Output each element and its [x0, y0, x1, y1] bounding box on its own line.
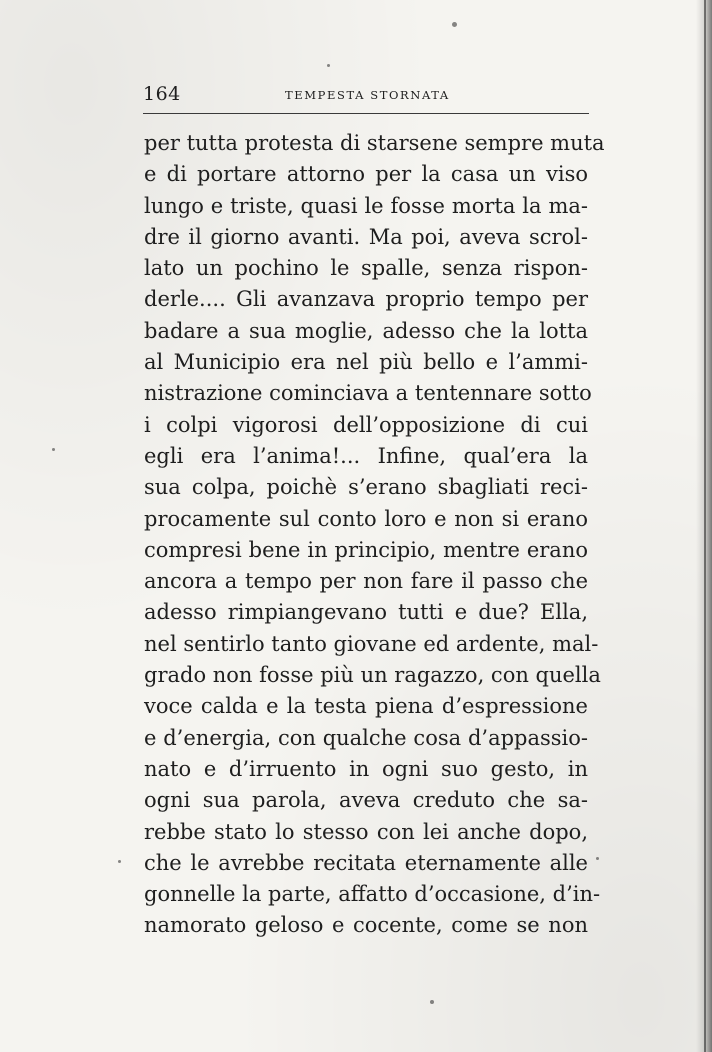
text-line: nato e d’irruento in ogni suo gesto, in — [144, 756, 588, 781]
text-line: e di portare attorno per la casa un viso — [144, 162, 588, 187]
page-header — [143, 82, 586, 110]
text-line: grado non fosse più un ragazzo, con quella — [144, 663, 601, 688]
text-line: nistrazione cominciava a tentennare sotto — [144, 381, 592, 406]
header-rule — [143, 113, 589, 114]
text-line: adesso rimpiangevano tutti e due? Ella, — [144, 600, 588, 625]
text-line: sua colpa, poichè s’erano sbagliati reci- — [144, 475, 588, 500]
text-line: namorato geloso e cocente, come se non — [144, 913, 588, 938]
text-line: i colpi vigorosi dell’opposizione di cui — [144, 412, 588, 437]
text-line: derle.... Gli avanzava proprio tempo per — [144, 287, 588, 312]
text-line: per tutta protesta di starsene sempre muta — [144, 131, 605, 155]
text-line: egli era l’anima!... Infine, qual’era la — [144, 443, 588, 468]
print-speck — [452, 22, 457, 27]
text-line: dre il giorno avanti. Ma poi, aveva scrol- — [144, 224, 588, 249]
body-text — [144, 128, 605, 942]
text-line: rebbe stato lo stesso con lei anche dopo, — [144, 819, 588, 844]
text-line: ancora a tempo per non fare il passo che — [144, 569, 588, 594]
text-line: voce calda e la testa piena d’espressione — [144, 694, 588, 719]
text-line: al Municipio era nel più bello e l’ammi- — [144, 350, 588, 375]
print-speck — [118, 860, 121, 863]
running-title: TEMPESTA STORNATA — [285, 88, 450, 102]
page-binding-edge — [696, 0, 712, 1052]
print-speck — [430, 1000, 434, 1004]
page-number: 164 — [143, 83, 181, 105]
text-line: compresi bene in principio, mentre erano — [144, 537, 588, 562]
text-line: che le avrebbe recitata eternamente alle — [144, 850, 588, 875]
text-line: e d’energia, con qualche cosa d’appassio- — [144, 725, 588, 750]
print-speck — [52, 448, 55, 451]
text-line: nel sentirlo tanto giovane ed ardente, mal- — [144, 631, 599, 656]
text-line: ogni sua parola, aveva creduto che sa- — [144, 788, 588, 813]
text-line: badare a sua moglie, adesso che la lotta — [144, 318, 588, 343]
text-line: procamente sul conto loro e non si erano — [144, 506, 588, 531]
print-speck — [596, 857, 599, 860]
print-speck — [327, 64, 330, 67]
text-line: gonnelle la parte, affatto d’occasione, d’in- — [144, 882, 601, 907]
text-line: lato un pochino le spalle, senza rispon- — [144, 256, 588, 281]
text-line: lungo e triste, quasi le fosse morta la ma- — [144, 193, 588, 218]
